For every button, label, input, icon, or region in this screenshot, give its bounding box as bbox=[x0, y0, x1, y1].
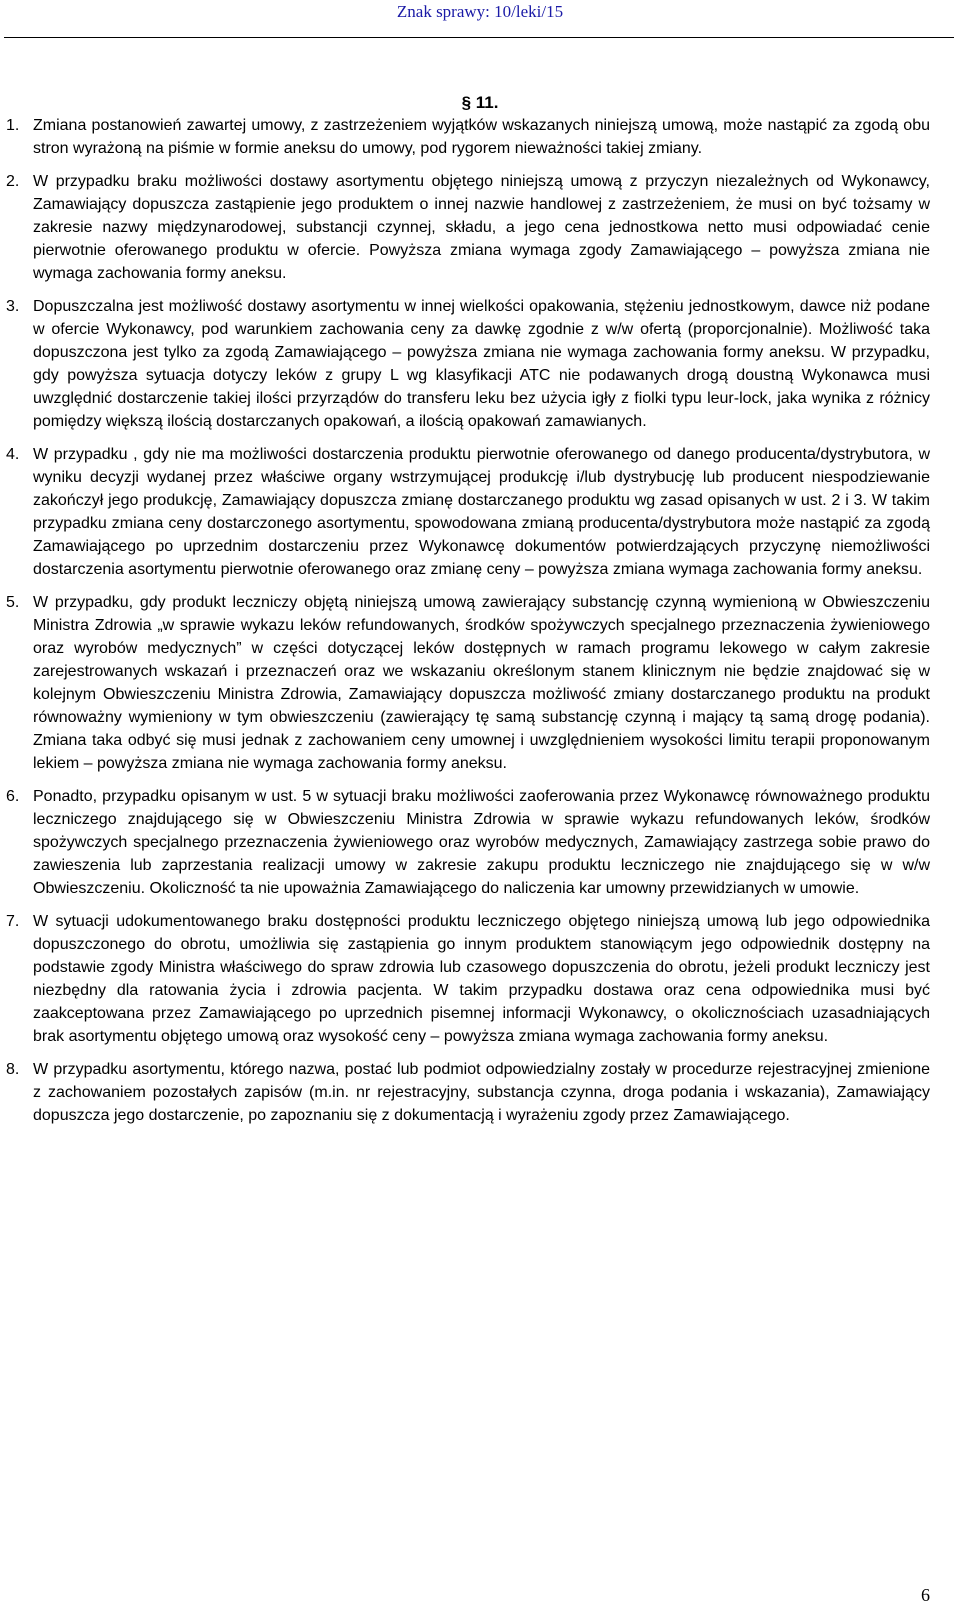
clause-item-5 bbox=[0, 591, 960, 775]
clause-item-4 bbox=[0, 443, 960, 581]
clause-text: W sytuacji udokumentowanego braku dostępności produktu leczniczego objętego niniejszą umową lub jego odpowiednika dopuszczonego do obrotu, umożliwia się zastąpienia go innym produktem stanowiącym jego odpowiednik dostępny na podstawie zgody Ministra właściwego do spraw zdrowia lub czasowego dopuszczenia do obrotu, jeżeli produkt leczniczy jest niezbędny dla ratowania życia i zdrowia pacjenta. W takim przypadku dostawa oraz cena odpowiednika musi być zaakceptowana przez Zamawiającego po uprzednich pisemnej informacji Wykonawcy, o okolicznościach uzasadniających brak asortymentu objętego umową oraz wysokość ceny – powyższa zmiana wymaga zachowania formy aneksu. bbox=[33, 913, 930, 1045]
clause-number: 4. bbox=[6, 446, 20, 463]
clause-item-1 bbox=[0, 114, 960, 160]
clause-list bbox=[0, 114, 960, 1137]
clause-number: 5. bbox=[6, 594, 20, 611]
clause-number: 3. bbox=[6, 298, 20, 315]
clause-item-7 bbox=[0, 910, 960, 1048]
case-number: Znak sprawy: 10/leki/15 bbox=[396, 2, 564, 21]
page-number: 6 bbox=[921, 1585, 930, 1605]
clause-number: 7. bbox=[6, 913, 20, 930]
clause-text: W przypadku asortymentu, którego nazwa, postać lub podmiot odpowiedzialny zostały w procedurze rejestracyjnej zmienione z zachowaniem pozostałych zapisów (m.in. nr rejestracyjny, substancja czynna, droga podania i wskazania), Zamawiający dopuszcza jego dostarczenie, po zapoznaniu się z dokumentacją i wyrażeniu zgody przez Zamawiającego. bbox=[33, 1061, 930, 1124]
clause-item-2 bbox=[0, 170, 960, 285]
clause-number: 6. bbox=[6, 788, 20, 805]
document-header bbox=[0, 0, 960, 24]
clause-number: 8. bbox=[6, 1061, 20, 1078]
clause-item-8 bbox=[0, 1058, 960, 1127]
section-title: § 11. bbox=[461, 93, 499, 112]
clause-text: W przypadku braku możliwości dostawy asortymentu objętego niniejszą umową z przyczyn niezależnych od Wykonawcy, Zamawiający dopuszcza zastąpienie jego produktem o innej nazwie handlowej z zastrzeżeniem, że musi on być tożsamy w zakresie nazwy międzynarodowej, substancji czynnej, składu, a jego cena jednostkowa netto musi odpowiadać cenie pierwotnie oferowanego produktu w ofercie. Powyższa zmiana wymaga zgody Zamawiającego – powyższa zmiana nie wymaga zachowania formy aneksu. bbox=[33, 173, 930, 282]
clause-text: W przypadku, gdy produkt leczniczy objętą niniejszą umową zawierający substancję czynną wymienioną w Obwieszczeniu Ministra Zdrowia „w sprawie wykazu leków refundowanych, środków spożywczych specjalnego przeznaczenia żywieniowego oraz wyrobów medycznych” w części dotyczącej leków dostępnych w ramach programu lekowego w całym zakresie zarejestrowanych wskazań i przeznaczeń oraz we wskazaniu określonym stanem klinicznym nie będzie znajdować się w kolejnym Obwieszczeniu Ministra Zdrowia, Zamawiający dopuszcza możliwość zmiany dostarczanego produktu na produkt równoważny wymieniony w tym obwieszczeniu (zawierający tę samą substancję czynną i mający tą samą drogę podania). Zmiana taka odbyć się musi jednak z zachowaniem ceny umownej i uwzględnieniem wysokości limitu terapii proponowanym lekiem – powyższa zmiana nie wymaga zachowania formy aneksu. bbox=[33, 594, 930, 772]
clause-text: Dopuszczalna jest możliwość dostawy asortymentu w innej wielkości opakowania, stężeniu jednostkowym, dawce niż podane w ofercie Wykonawcy, pod warunkiem zachowania ceny za dawkę zgodnie z w/w ofertą (proporcjonalnie). Możliwość taka dopuszczona jest tylko za zgodą Zamawiającego – powyższa zmiana nie wymaga zachowania formy aneksu. W przypadku, gdy powyższa sytuacja dotyczy leków z grupy L wg klasyfikacji ATC nie podawanych drogą doustną Wykonawca musi uwzględnić dostarczenie takiej ilości przyrządów do transferu leku bez użycia igły z fiolki typu leur-lock, jaka wynika z różnicy pomiędzy większą ilością dostarczanych opakowań, a ilością opakowań zamawianych. bbox=[33, 298, 930, 430]
clause-item-3 bbox=[0, 295, 960, 433]
clause-text: Zmiana postanowień zawartej umowy, z zastrzeżeniem wyjątków wskazanych niniejszą umową, może nastąpić za zgodą obu stron wyrażoną na piśmie w formie aneksu do umowy, pod rygorem nieważności takiej zmiany. bbox=[33, 117, 930, 157]
clause-number: 2. bbox=[6, 173, 20, 190]
header-divider bbox=[4, 37, 954, 38]
clause-text: W przypadku , gdy nie ma możliwości dostarczenia produktu pierwotnie oferowanego od danego producenta/dystrybutora, w wyniku decyzji wydanej przez właściwe organy wstrzymującej produkcję i/lub dystrybucję lub producent niespodziewanie zakończył jego produkcję, Zamawiający dopuszcza zmianę dostarczanego produktu wg zasad opisanych w ust. 2 i 3. W takim przypadku zmiana ceny dostarczonego asortymentu, spowodowana zmianą producenta/dystrybutora może nastąpić za zgodą Zamawiającego po uprzednim dostarczeniu przez Wykonawcę dokumentów potwierdzających przyczynę niemożliwości dostarczenia asortymentu pierwotnie oferowanego oraz zmianę ceny – powyższa zmiana wymaga zachowania formy aneksu. bbox=[33, 446, 930, 578]
clause-item-6 bbox=[0, 785, 960, 900]
clause-number: 1. bbox=[6, 117, 20, 134]
clause-text: Ponadto, przypadku opisanym w ust. 5 w sytuacji braku możliwości zaoferowania przez Wykonawcę równoważnego produktu leczniczego znajdującego się w Obwieszczeniu Ministra Zdrowia w sprawie wykazu refundowanych leków, środków spożywczych specjalnego przeznaczenia żywieniowego oraz wyrobów medycznych, Zamawiający zastrzega sobie prawo do zawieszenia lub zaprzestania realizacji umowy w zakresie zakupu produktu leczniczego nie znajdującego się w w/w Obwieszczeniu. Okoliczność ta nie upoważnia Zamawiającego do naliczenia kar umowny przewidzianych w umowie. bbox=[33, 788, 930, 897]
